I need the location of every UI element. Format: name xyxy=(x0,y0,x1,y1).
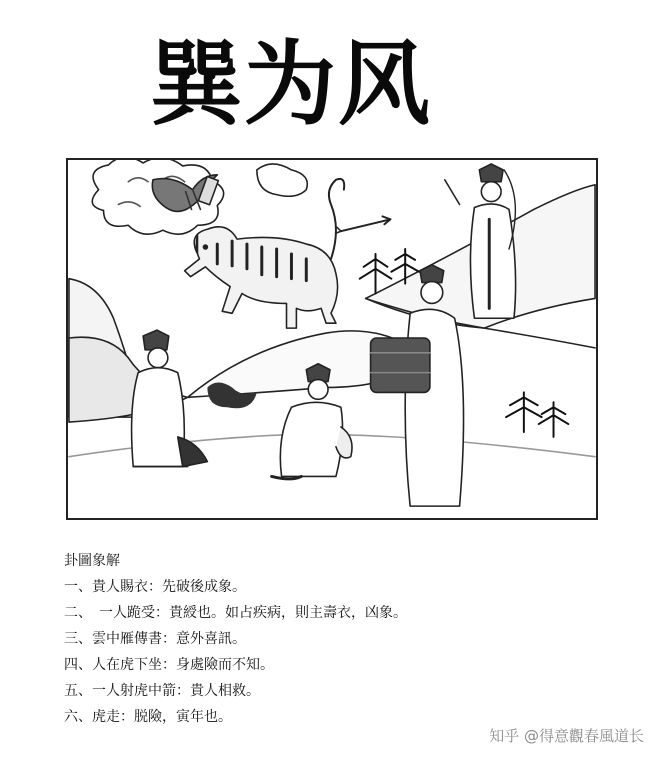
interpretation-line-6: 六、虎走：脱險，寅年也。 xyxy=(64,709,232,725)
zhihu-watermark: 知乎 @得意觀春風道长 xyxy=(489,727,644,745)
seated-figure xyxy=(132,330,208,466)
page-title: 巽为风 xyxy=(150,31,433,138)
hexagram-interpretation xyxy=(64,548,624,730)
interpretation-line-4: 四、人在虎下坐：身處險而不知。 xyxy=(64,657,274,673)
interpretation-line-1: 一、貴人賜衣：先破後成象。 xyxy=(64,579,246,595)
interpretation-heading: 卦圖象解 xyxy=(64,553,120,569)
arrow-icon xyxy=(336,216,390,233)
interpretation-line-5: 五、一人射虎中箭：貴人相救。 xyxy=(64,683,260,699)
hexagram-illustration xyxy=(66,158,598,520)
interpretation-line-3: 三、雲中雁傳書：意外喜訊。 xyxy=(64,631,246,647)
interpretation-line-2: 二、 一人跪受：貴綬也。如占疾病，則主壽衣，凶象。 xyxy=(64,605,407,621)
